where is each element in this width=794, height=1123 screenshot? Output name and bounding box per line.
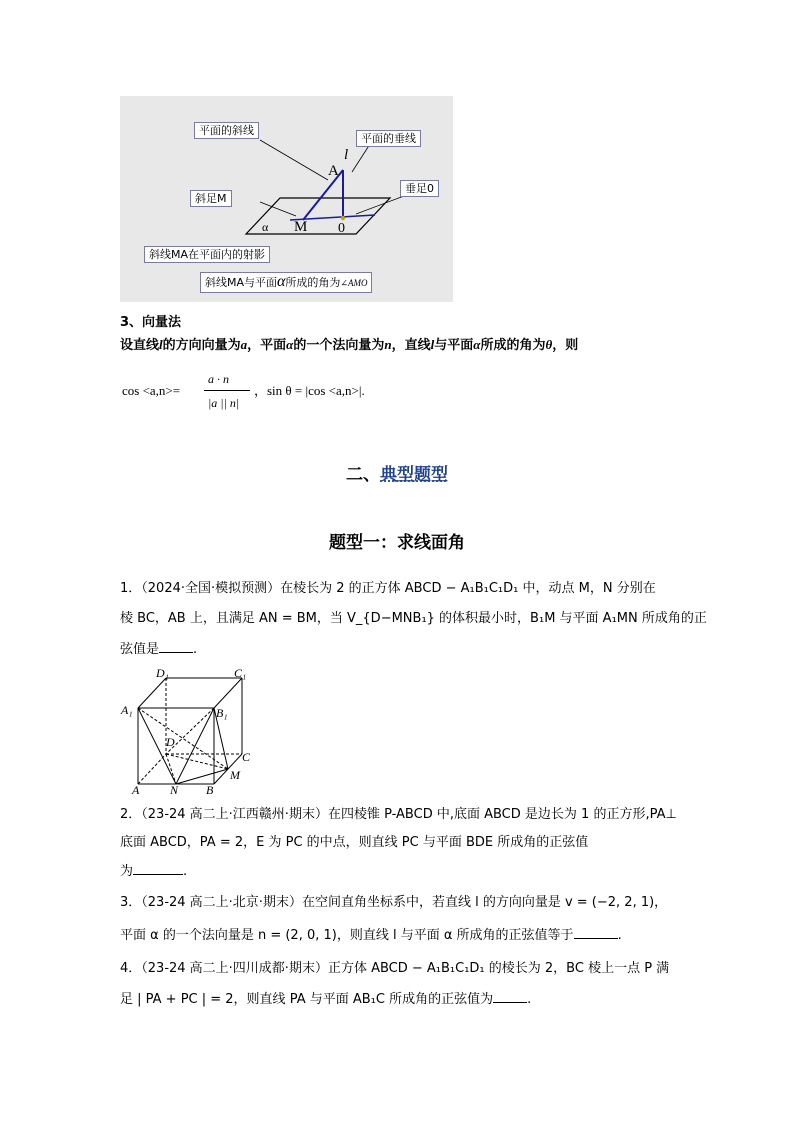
s3-text-a: 设直线 [120,338,160,353]
heading2-title: 典型题型 [380,465,448,485]
q2-line2: 底面 ABCD，PA = 2，E 为 PC 的中点，则直线 PC 与平面 BDE 所成角的正弦值 [120,835,589,850]
cube-label-b1: B₁ [216,706,228,720]
q3-line2 [120,926,622,945]
q1-line3-text: 弦值是 [120,642,160,657]
label-projection: 斜线MA在平面内的射影 [144,246,270,263]
q1-line3 [120,640,197,659]
cube-label-c: C [242,750,251,764]
line-b1n [176,708,214,784]
label-foot-o: 垂足0 [400,180,439,197]
q2-line3 [120,862,187,881]
line-dn [166,754,176,784]
s3-alpha2: α [473,337,481,352]
formula-cos: cos <a,n>= [122,383,181,398]
s3-text-f: 与平面 [434,338,474,353]
formula-sin: ，sin θ = |cos <a,n>|. [254,383,365,398]
angle-name: ∠AMO [340,278,368,288]
q2-line3-text: 为 [120,864,134,879]
cube-label-d1: D₁ [156,666,169,680]
pointer-oblique [260,140,328,180]
line-dm [166,754,228,769]
formula-numerator: a · n [208,372,229,386]
section3-title: 3、向量法 [120,315,182,330]
formula-denominator: |a || n| [208,396,240,410]
s3-text-h: ，则 [552,338,579,353]
q2-answer-blank[interactable] [133,862,183,875]
cube-label-c1: C₁ [234,666,247,680]
s3-vec-n: n [384,337,392,352]
q2-line1: 2．（23-24 高二上·江西赣州·期末）在四棱锥 P-ABCD 中,底面 ABCD 是边长为 1 的正方形,PA⊥ [120,807,677,822]
s3-text-c: ，平面 [247,338,287,353]
s3-text-d: 的一个法向量为 [293,338,385,353]
angle-alpha: α [277,273,286,290]
angle-text2: 所成的角为 [285,276,341,289]
line-nm [176,769,228,784]
q4-line2-text: 足 | PA + PC | = 2，则直线 PA 与平面 AB₁C 所成角的正弦值为 [120,992,494,1007]
cube-label-n: N [170,783,179,797]
q1-line2: 棱 BC，AB 上，且满足 AN = BM，当 V_{D−MNB₁} 的体积最小时，B₁M 与平面 A₁MN 所成角的正 [120,611,707,626]
heading-type-one: 题型一：求线面角 [329,533,465,553]
q1-answer-blank[interactable] [159,640,193,653]
label-foot-m: 斜足M [190,190,232,207]
cube-label-m: M [230,768,240,782]
s3-theta: θ [545,337,553,352]
q3-line2-end: . [617,928,622,943]
q4-line2 [120,990,531,1009]
s3-text-b: 的方向向量为 [162,338,241,353]
q4-answer-blank[interactable] [493,990,527,1003]
edge-ad [138,754,166,784]
fraction-bar [204,390,250,391]
pointer-foot-o [356,196,404,214]
q3-answer-blank[interactable] [574,926,618,939]
s3-text-g: 所成的角为 [480,338,546,353]
edge-a1d1 [138,678,166,708]
heading-typical-questions [0,460,794,485]
s3-vec-a: a [240,337,248,352]
q2-line3-end: . [183,864,188,879]
point-l: l [344,147,349,163]
q3-line1: 3．（23-24 高二上·北京·期末）在空间直角坐标系中，若直线 l 的方向向量是 v = (−2, 2, 1)， [120,895,668,910]
label-normal: 平面的垂线 [356,130,421,147]
q4-line1: 4．（23-24 高二上·四川成都·期末）正方体 ABCD − A₁B₁C₁D₁ 的棱长为 2，BC 棱上一点 P 满 [120,961,670,976]
q1-line3-end: . [193,642,198,657]
figure-line-plane-angle [120,96,453,302]
angle-text: 斜线MA与平面 [205,276,278,289]
s3-text-e: ，直线 [391,338,431,353]
q3-line2-text: 平面 α 的一个法向量是 n = (2, 0, 1)，则直线 l 与平面 α 所成角的正弦值等于 [120,928,574,943]
section3-line1 [120,336,578,355]
cube-label-d: D [166,735,175,749]
s3-l: l [159,337,163,352]
s3-l2: l [430,337,435,352]
label-angle [200,272,372,293]
q1-line1: 1．（2024·全国·模拟预测）在棱长为 2 的正方体 ABCD − A₁B₁C₁D₁ 中，动点 M，N 分别在 [120,581,656,596]
heading2-prefix: 二、 [346,465,380,485]
cube-label-a1: A₁ [121,703,133,717]
q4-line2-end: . [527,992,532,1007]
point-m: M [294,219,308,235]
point-o: 0 [338,221,345,236]
point-alpha: α [262,220,269,234]
label-oblique: 平面的斜线 [194,122,259,139]
point-a: A [328,163,339,179]
cube-label-b: B [206,783,214,797]
s3-alpha: α [286,337,294,352]
cube-label-a: A [132,783,140,797]
pointer-normal [352,144,370,172]
